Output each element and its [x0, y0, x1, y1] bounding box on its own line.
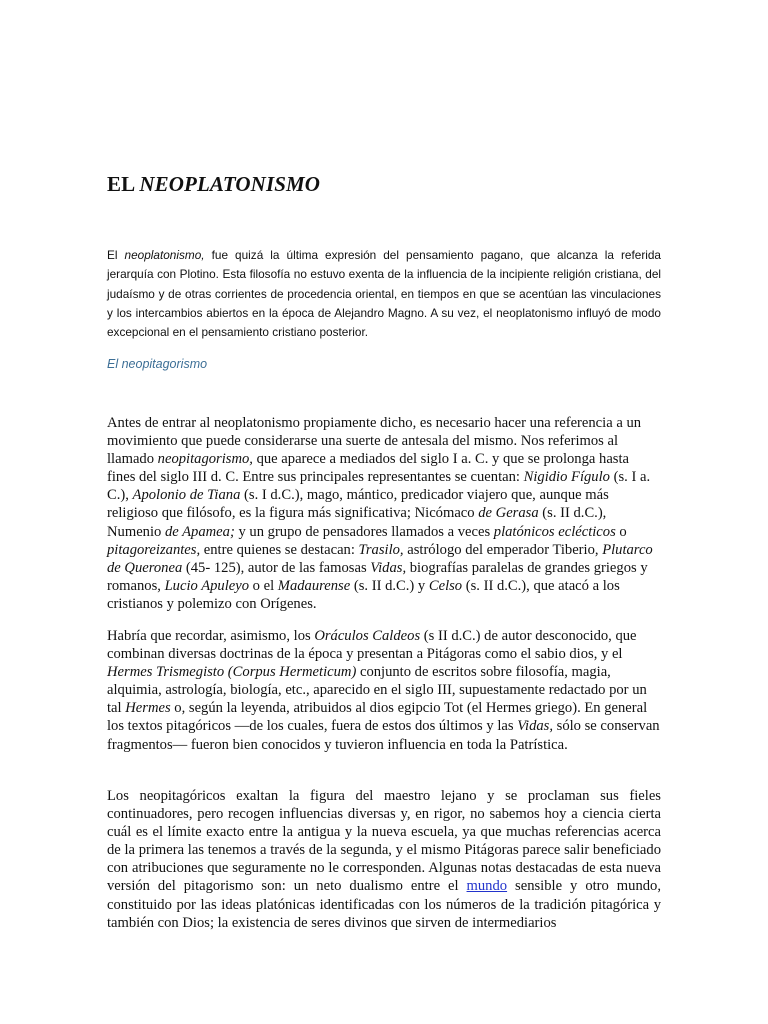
- intro-term: neoplatonismo,: [124, 248, 205, 262]
- text-run: conjunto de escritos sobre filosofía, magia, alquimia, astrología, biología, etc., aparecido en el siglo III, supuestamente redactado por un tal: [107, 664, 647, 717]
- intro-lead: El: [107, 248, 125, 262]
- text-run: astrólogo del emperador Tiberio,: [403, 541, 603, 558]
- italic-run: pitagoreizantes,: [107, 541, 201, 558]
- text-run: (s. II d.C.), Numenio: [107, 505, 607, 540]
- text-run: (s. I d.C.), mago, mántico, predicador viajero que, aunque más religioso que filósofo, es la figura más significativa; Nicómaco: [107, 487, 609, 522]
- text-run: (s II d.C.) de autor desconocido, que combinan diversas doctrinas de la época y presentan a Pitágoras como el sabio dios, y el: [107, 628, 637, 663]
- section-heading: El neopitagorismo: [107, 357, 208, 371]
- text-run: sensible y otro mundo, constituido por las ideas platónicas identificadas con los números de la tradición pitagórica y también con Dios; la existencia de seres divinos que sirven de intermediarios: [107, 878, 661, 931]
- italic-run: Vidas,: [517, 718, 553, 735]
- text-run: Habría que recordar, asimismo, los: [107, 628, 315, 644]
- italic-run: Trasilo,: [358, 541, 404, 558]
- italic-run: Vidas,: [370, 559, 407, 576]
- page-title: [107, 172, 320, 197]
- text-run: que aparece a mediados del siglo I a. C. y que se prolonga hasta fines del siglo III d. C. Entre sus principales representantes se cuentan:: [107, 451, 630, 486]
- italic-run: platónicos eclécticos: [493, 523, 616, 540]
- italic-run: Oráculos Caldeos: [314, 628, 421, 644]
- text-run: y un grupo de pensadores llamados a veces: [234, 523, 494, 540]
- text-run: o el: [249, 577, 278, 594]
- italic-run: Lucio Apuleyo: [164, 577, 250, 594]
- text-run: o: [615, 523, 627, 540]
- italic-run: Plutarco de Queronea: [107, 541, 653, 576]
- text-run: entre quienes se destacan:: [200, 541, 359, 558]
- paragraph-1: [107, 414, 661, 613]
- italic-run: Hermes Trismegisto (Corpus Hermeticum): [107, 664, 357, 681]
- text-run: Los neopitagóricos exaltan la figura del maestro lejano y se proclaman sus fieles continuadores, pero recogen influencias diversas y, en rigor, no sabemos hoy a ciencia cierta cuál es el límite exacto entre la antigua y la nueva escuela, ya que muchas referencias acerca de la primera las tenemos a través de la segunda, y el mismo Pitágoras parece salir beneficiado con atribuciones que seguramente no le corresponden. Algunas notas destacadas de esta nueva versión del pitagorismo son: un neto dualismo entre el: [107, 788, 661, 895]
- italic-run: Apolonio de Tiana: [132, 487, 241, 504]
- text-run: (s. II d.C.), que atacó a los cristianos y polemizo con Orígenes.: [107, 577, 620, 612]
- text-run: sólo se conservan fragmentos— fueron bien conocidos y tuvieron influencia en toda la Patrística.: [107, 718, 660, 753]
- title-italic: NEOPLATONISMO: [139, 172, 321, 196]
- paragraph-2: [107, 627, 661, 754]
- text-run: (s. I a. C.),: [107, 469, 651, 504]
- intro-paragraph: [107, 246, 661, 342]
- italic-run: Madaurense: [277, 577, 351, 594]
- title-prefix: EL: [107, 172, 135, 196]
- text-run: biografías paralelas de grandes griegos y romanos,: [107, 559, 648, 594]
- italic-run: Celso: [428, 577, 463, 594]
- mundo-link[interactable]: mundo: [466, 878, 508, 895]
- italic-run: de Gerasa: [478, 505, 539, 522]
- italic-run: Nigidio Fígulo: [523, 469, 610, 486]
- text-run: (s. II d.C.) y: [350, 577, 429, 594]
- paragraph-3: [107, 787, 661, 932]
- italic-run: neopitagorismo,: [157, 451, 253, 468]
- text-run: (45- 125), autor de las famosas: [182, 559, 371, 576]
- text-run: Antes de entrar al neoplatonismo propiamente dicho, es necesario hacer una referencia a un movimiento que puede considerarse una suerte de antesala del mismo. Nos referimos al llamado: [107, 415, 642, 468]
- italic-run: Hermes: [125, 700, 171, 717]
- text-run: o, según la leyenda, atribuidos al dios egipcio Tot (el Hermes griego). En general los textos pitagóricos —de los cuales, fuera de estos dos últimos y las: [107, 700, 648, 735]
- italic-run: de Apamea;: [164, 523, 235, 540]
- intro-rest: fue quizá la última expresión del pensamiento pagano, que alcanza la referida jerarquía con Plotino. Esta filosofía no estuvo exenta de la influencia de la incipiente religión cristiana, del judaísmo y de otras corrientes de procedencia oriental, en tiempos en que se acentúan las vinculaciones y los intercambios abiertos en la época de Alejandro Magno. A su vez, el neoplatonismo influyó de modo excepcional en el pensamiento cristiano posterior.: [107, 248, 661, 340]
